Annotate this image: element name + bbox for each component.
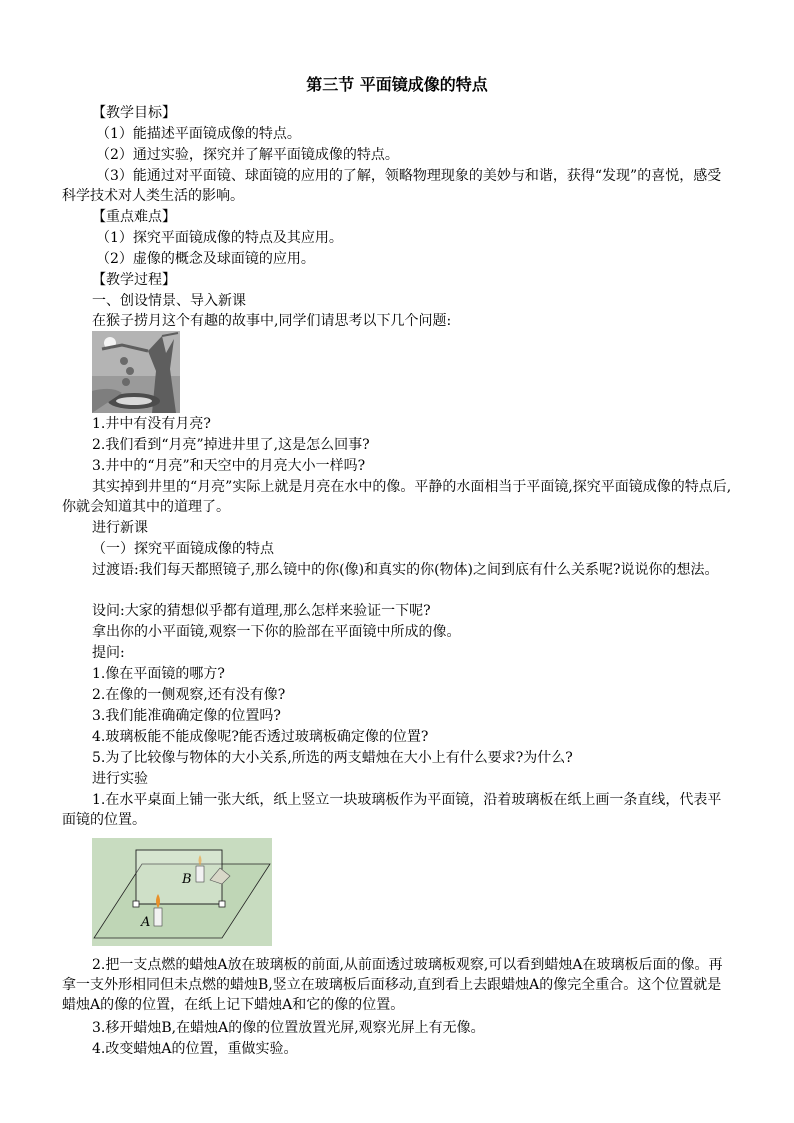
ask-label: 提问: — [92, 645, 125, 661]
mirror-text: 拿出你的小平面镜,观察一下你的脸部在平面镜中所成的像。 — [92, 624, 461, 640]
objective-item: （1）能描述平面镜成像的特点。 — [96, 126, 301, 142]
key-point-item: （2）虚像的概念及球面镜的应用。 — [96, 251, 315, 267]
question-item: 2.我们看到“月亮”掉进井里了,这是怎么回事? — [92, 437, 370, 453]
hypothesis-text: 设问:大家的猜想似乎都有道理,那么怎样来验证一下呢? — [92, 603, 431, 619]
ask-item: 5.为了比较像与物体的大小关系,所选的两支蜡烛在大小上有什么要求?为什么? — [92, 750, 573, 766]
ask-item: 3.我们能准确确定像的位置吗? — [92, 708, 281, 724]
new-lesson-label: 进行新课 — [92, 520, 148, 536]
objective-item: （3）能通过对平面镜、球面镜的应用的了解，领略物理现象的美妙与和谐，获得“发现”的喜悦，感受科学技术对人类生活的影响。 — [62, 168, 722, 204]
question-item: 3.井中的“月亮”和天空中的月亮大小一样吗? — [92, 458, 366, 474]
objectives-heading: 【教学目标】 — [92, 105, 176, 121]
section-title: 一、创设情景、导入新课 — [92, 293, 246, 309]
key-points-heading: 【重点难点】 — [92, 209, 176, 225]
subsection-title: （一）探究平面镜成像的特点 — [92, 541, 274, 557]
monkey-moon-illustration — [92, 331, 180, 413]
process-heading: 【教学过程】 — [92, 272, 176, 288]
experiment-step: 2.把一支点燃的蜡烛A放在玻璃板的前面,从前面透过玻璃板观察,可以看到蜡烛A在玻璃板后面的像。再拿一支外形相同但未点燃的蜡烛B,竖立在玻璃板后面移动,直到看上去跟蜡烛A的像完全重合。这个位置就是蜡烛A的像的位置，在纸上记下蜡烛A和它的像的位置。 — [62, 957, 723, 1013]
experiment-label: 进行实验 — [92, 771, 148, 787]
experiment-step: 3.移开蜡烛B,在蜡烛A的像的位置放置光屏,观察光屏上有无像。 — [92, 1020, 485, 1036]
intro-text: 在猴子捞月这个有趣的故事中,同学们请思考以下几个问题: — [92, 313, 452, 329]
mirror-experiment-figure — [92, 838, 272, 946]
objective-item: （2）通过实验，探究并了解平面镜成像的特点。 — [96, 147, 399, 163]
explanation-text: 其实掉到井里的“月亮”实际上就是月亮在水中的像。平静的水面相当于平面镜,探究平面镜成像的特点后,你就会知道其中的道理了。 — [62, 479, 732, 515]
ask-item: 1.像在平面镜的哪方? — [92, 666, 225, 682]
ask-item: 4.玻璃板能不能成像呢?能否透过玻璃板确定像的位置? — [92, 729, 429, 745]
experiment-step: 4.改变蜡烛A的位置，重做实验。 — [92, 1041, 298, 1057]
candle-a-label: A — [141, 915, 151, 930]
question-item: 1.井中有没有月亮? — [92, 416, 211, 432]
transition-text: 过渡语:我们每天都照镜子,那么镜中的你(像)和真实的你(物体)之间到底有什么关系呢?说说你的想法。 — [92, 562, 719, 578]
candle-b-label: B — [182, 872, 192, 887]
page-title: 第三节 平面镜成像的特点 — [306, 75, 488, 94]
key-point-item: （1）探究平面镜成像的特点及其应用。 — [96, 230, 343, 246]
ask-item: 2.在像的一侧观察,还有没有像? — [92, 687, 286, 703]
experiment-step: 1.在水平桌面上铺一张大纸，纸上竖立一块玻璃板作为平面镜，沿着玻璃板在纸上画一条直线，代表平面镜的位置。 — [62, 792, 722, 828]
